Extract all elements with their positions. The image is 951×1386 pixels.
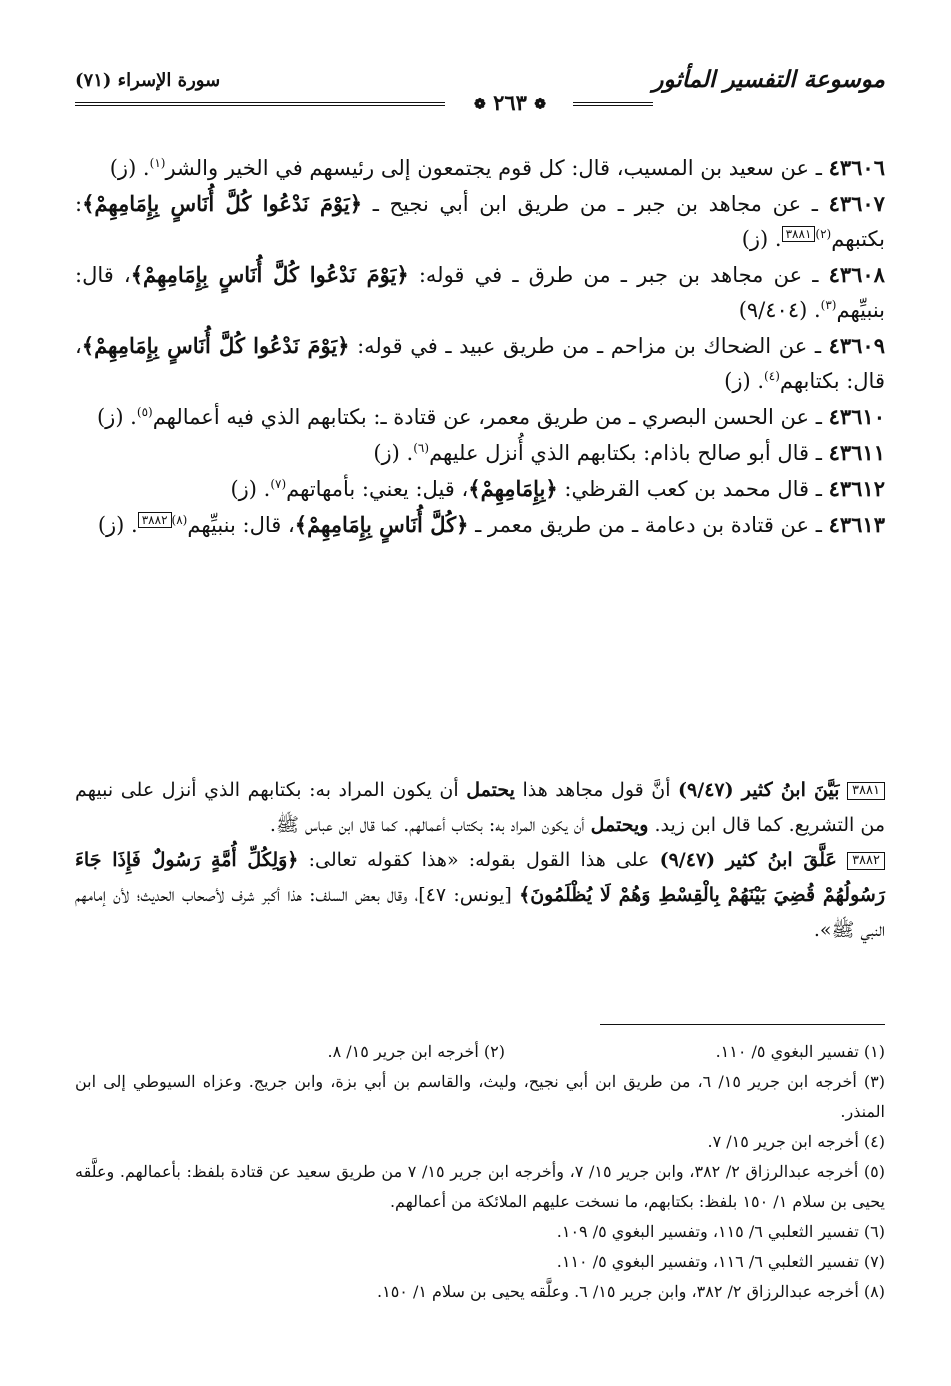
ornament-right-icon: ❁ xyxy=(534,96,546,113)
narration-entry xyxy=(75,471,885,507)
narration-entry xyxy=(75,435,885,471)
narration-number: ٤٣٦٠٧ xyxy=(828,191,885,216)
narration-entry xyxy=(75,186,885,257)
commentary-text: أنَّ قول مجاهد هذا xyxy=(522,779,671,801)
narration-text: ـ عن مجاهد بن جبر ـ من طرق ـ في قوله: xyxy=(418,263,819,287)
narration-number: ٤٣٦٠٦ xyxy=(828,155,885,180)
footnote-3: (٣) أخرجه ابن جرير ١٥/ ٦، من طريق ابن أبي نجيح، وليث، والقاسم بن أبي بزة، وابن جريج. وعزاه السيوطي إلى ابن المنذر. xyxy=(75,1072,885,1121)
narration-source: . (ز) xyxy=(109,156,150,180)
footnote-separator xyxy=(600,1024,885,1025)
header-rule-right xyxy=(573,102,653,106)
narration-text: ـ عن مجاهد بن جبر ـ من طريق ابن أبي نجيح ـ xyxy=(372,192,818,216)
narration-text: ، قال: بنبيِّهم xyxy=(187,513,295,537)
narration-source: . (ز) xyxy=(724,369,765,393)
narration-text: : بكتبهم xyxy=(75,192,885,251)
footnote-marker[interactable]: (٥) xyxy=(136,405,153,419)
narration-text: ـ قال أبو صالح باذام: بكتابهم الذي أُنزل عليهم xyxy=(429,441,822,465)
narration-number: ٤٣٦١٢ xyxy=(828,476,885,501)
narration-text: ـ عن قتادة بن دعامة ـ من طريق معمر ـ xyxy=(475,513,822,537)
narration-entry xyxy=(75,399,885,435)
quran-verse: ﴿يَوْمَ نَدْعُوا كُلَّ أُنَاسٍ بِإِمَامِهِمْ﴾ xyxy=(82,191,363,216)
narration-number: ٤٣٦١٠ xyxy=(828,404,885,429)
commentary-note xyxy=(75,843,885,948)
narration-number: ٤٣٦١١ xyxy=(828,440,885,465)
commentary-notes xyxy=(75,773,885,948)
footnote-marker[interactable]: (٨) xyxy=(171,513,188,527)
footnote-row xyxy=(75,1037,885,1067)
footnote-2: (٢) أخرجه ابن جرير ١٥/ ٨. xyxy=(327,1042,505,1061)
commentary-emphasis: ويحتمل xyxy=(590,814,649,836)
narration-entry xyxy=(75,257,885,328)
narration-source: . (ز) xyxy=(96,405,137,429)
footnotes xyxy=(75,1037,885,1307)
narration-text: ـ عن سعيد بن المسيب، قال: كل قوم يجتمعون إلى رئيسهم في الخير والشر xyxy=(165,156,822,180)
narration-source: . (ز) xyxy=(97,513,138,537)
footnote-marker[interactable]: (٧) xyxy=(270,477,287,491)
narration-text: ـ عن الضحاك بن مزاحم ـ من طريق عبيد ـ في قوله: xyxy=(357,334,821,358)
narration-number: ٤٣٦١٣ xyxy=(828,512,885,537)
commentary-ref-number: ٣٨٨١ xyxy=(847,782,885,800)
footnote-marker[interactable]: (٣) xyxy=(820,298,837,312)
narration-source: . (ز) xyxy=(230,477,271,501)
narration-text: ، قال: بكتابهم xyxy=(75,334,885,393)
page-number-value: ٢٦٣ xyxy=(493,90,527,115)
commentary-text: على هذا القول بقوله: «هذا كقوله تعالى: xyxy=(308,849,650,871)
page-number xyxy=(465,90,555,115)
narration-source: . (٩/٤٠٤) xyxy=(738,298,821,322)
commentary-note xyxy=(75,773,885,843)
quran-verse: ﴿يَوْمَ نَدْعُوا كُلَّ أُنَاسٍ بِإِمَامِهِمْ﴾ xyxy=(130,262,409,287)
footnote-8: (٨) أخرجه عبدالرزاق ٢/ ٣٨٢، وابن جرير ١٥/ ٦. وعلَّقه يحيى بن سلام ١/ ١٥٠. xyxy=(377,1282,885,1301)
narration-text: ، قال: بنبيِّهم xyxy=(75,263,885,322)
narration-text: ـ قال محمد بن كعب القرظي: xyxy=(564,477,822,501)
quran-verse: ﴿يَوْمَ نَدْعُوا كُلَّ أُنَاسٍ بِإِمَامِهِمْ﴾ xyxy=(81,333,350,358)
footnote-1: (١) تفسير البغوي ٥/ ١١٠. xyxy=(715,1042,885,1061)
narration-text: ـ عن الحسن البصري ـ من طريق معمر، عن قتادة ـ: بكتابهم الذي فيه أعمالهم xyxy=(152,405,822,429)
commentary-ref-box[interactable]: ٣٨٨١ xyxy=(782,226,816,242)
commentary-text: [يونس: ٤٧]، وقال بعض السلف: هذا أكبر شرف لأصحاب الحديث؛ لأن إمامهم النبي ﷺ». xyxy=(75,884,885,941)
narration-text: ، قيل: يعني: بأمهاتهم xyxy=(286,477,469,501)
commentary-ref-number: ٣٨٨٢ xyxy=(847,852,885,870)
footnote-7: (٧) تفسير الثعلبي ٦/ ١١٦، وتفسير البغوي ٥/ ١١٠. xyxy=(556,1252,885,1271)
commentary-text: أن يكون المراد به: بكتابهم الذي أنزل على نبيهم من التشريع. كما قال ابن زيد. xyxy=(75,779,885,836)
book-title: موسوعة التفسير المأثور xyxy=(652,66,885,93)
quran-verse: ﴿وَلِكُلِّ أُمَّةٍ رَسُولٌ فَإِذَا جَاءَ رَسُولُهُمْ قُضِيَ بَيْنَهُمْ بِالْقِسْطِ وَهُمْ لَا يُظْلَمُونَ﴾ xyxy=(75,849,885,906)
commentary-text: أن يكون المراد به: بكتاب أعمالهم. كما قال ابن عباس ﷺ. xyxy=(269,814,585,836)
commentary-ref-box[interactable]: ٣٨٨٢ xyxy=(138,512,172,528)
quran-verse: ﴿كُلَّ أُنَاسٍ بِإِمَامِهِمْ﴾ xyxy=(294,512,469,537)
footnote-marker[interactable]: (٦) xyxy=(413,441,430,455)
surah-title: سورة الإسراء (٧١) xyxy=(75,70,221,91)
footnote-5: (٥) أخرجه عبدالرزاق ٢/ ٣٨٢، وابن جرير ١٥/ ٧، وأخرجه ابن جرير ١٥/ ٧ من طريق سعيد عن قتادة بلفظ: بأعمالهم. وعلَّقه يحيى بن سلام ١/ ١٥٠ بلفظ: بكتابهم، ما نسخت عليهم الملائكة من أعمالهم. xyxy=(75,1162,886,1211)
narrations xyxy=(75,150,885,543)
narration-entry xyxy=(75,507,885,543)
commentary-lead: بَيَّنَ ابنُ كثير (٩/٤٧) xyxy=(678,779,840,801)
narration-entry xyxy=(75,328,885,399)
footnote-marker[interactable]: (١) xyxy=(149,156,166,170)
narration-entry xyxy=(75,150,885,186)
footnote-marker[interactable]: (٤) xyxy=(764,369,780,383)
footnote-6: (٦) تفسير الثعلبي ٦/ ١١٥، وتفسير البغوي ٥/ ١٠٩. xyxy=(556,1222,885,1241)
header-rule-left xyxy=(75,102,445,106)
narration-number: ٤٣٦٠٩ xyxy=(828,333,885,358)
narration-number: ٤٣٦٠٨ xyxy=(828,262,885,287)
ornament-left-icon: ❁ xyxy=(474,96,486,113)
narration-source: . (ز) xyxy=(741,227,782,251)
commentary-emphasis: يحتمل xyxy=(466,779,515,801)
footnote-4: (٤) أخرجه ابن جرير ١٥/ ٧. xyxy=(707,1132,885,1151)
page-header xyxy=(75,66,885,116)
narration-source: . (ز) xyxy=(373,441,414,465)
footnote-marker[interactable]: (٢) xyxy=(815,227,832,241)
commentary-lead: عَلَّقَ ابنُ كثير (٩/٤٧) xyxy=(659,849,837,871)
quran-verse: ﴿بِإِمَامِهِمْ﴾ xyxy=(468,476,558,501)
